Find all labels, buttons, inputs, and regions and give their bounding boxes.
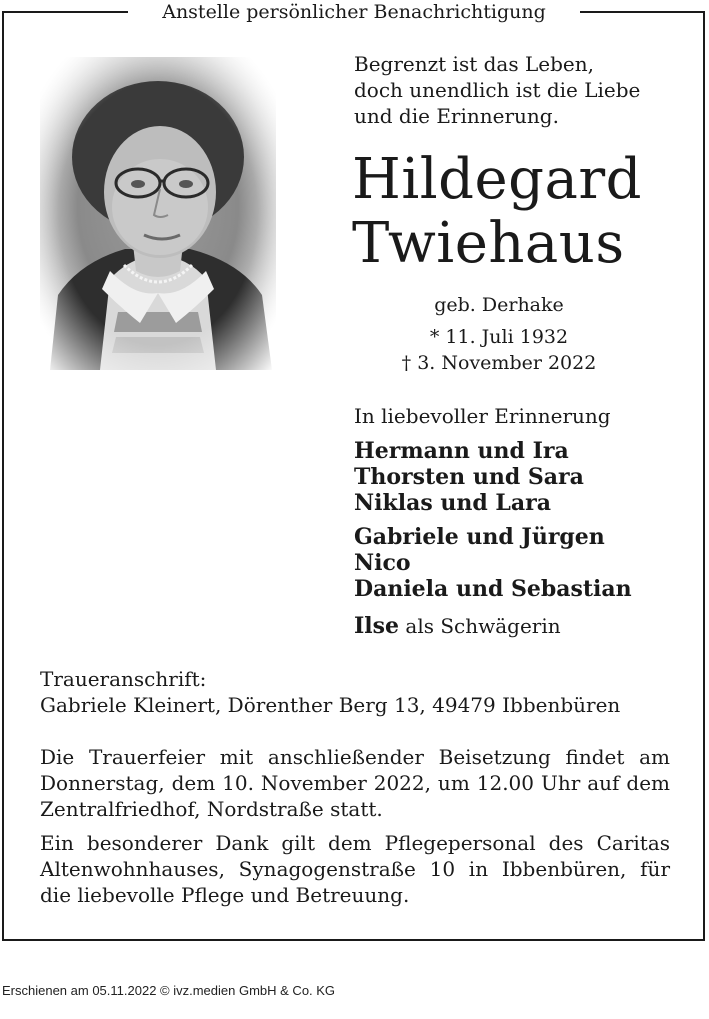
mourner-name: Thorsten und Sara — [354, 464, 584, 490]
death-date: † 3. November 2022 — [401, 352, 597, 374]
address-value: Gabriele Kleinert, Dörenther Berg 13, 49479 Ibbenbüren — [40, 693, 621, 717]
mourner-name: Hermann und Ira — [354, 438, 569, 464]
quote-line: doch unendlich ist die Liebe — [354, 78, 641, 102]
mourner-name: Niklas und Lara — [354, 490, 551, 516]
sister-in-law-role: als Schwägerin — [405, 614, 561, 638]
address-label: Traueranschrift: — [40, 667, 207, 691]
mourning-address — [40, 666, 620, 718]
sister-in-law-line — [354, 612, 561, 640]
life-dates — [354, 292, 644, 376]
deceased-name — [352, 148, 642, 276]
thanks-paragraph: Ein besonderer Dank gilt dem Pflegepersonal des Caritas Altenwohnhauses, Synagogenstraße 10 in Ibbenbüren, für die liebevolle Pflege und Betreuung. — [40, 831, 670, 907]
deceased-last-name: Twiehaus — [352, 211, 625, 276]
memory-intro: In liebevoller Erinnerung — [354, 404, 611, 428]
birth-date: * 11. Juli 1932 — [429, 326, 569, 348]
publication-footer: Erschienen am 05.11.2022 © ivz.medien GmbH & Co. KG — [2, 983, 336, 998]
mourner-name: Daniela und Sebastian — [354, 576, 632, 602]
sister-in-law-name: Ilse — [354, 613, 400, 639]
funeral-paragraph: Die Trauerfeier mit anschließender Beisetzung findet am Donnerstag, dem 10. November 2022, um 12.00 Uhr auf dem Zentralfriedhof, Nordstraße statt. — [40, 745, 670, 821]
notice-header: Anstelle persönlicher Benachrichtigung — [128, 0, 580, 24]
quote — [354, 51, 684, 129]
mourner-name: Nico — [354, 550, 411, 576]
mourner-group — [354, 524, 632, 602]
quote-line: Begrenzt ist das Leben, — [354, 52, 594, 76]
deceased-first-name: Hildegard — [352, 147, 642, 212]
mourner-name: Gabriele und Jürgen — [354, 524, 605, 550]
born-name: geb. Derhake — [434, 294, 564, 316]
mourner-list — [354, 438, 632, 610]
portrait-photo-icon — [40, 57, 276, 370]
quote-line: und die Erinnerung. — [354, 104, 559, 128]
mourner-group — [354, 438, 632, 516]
